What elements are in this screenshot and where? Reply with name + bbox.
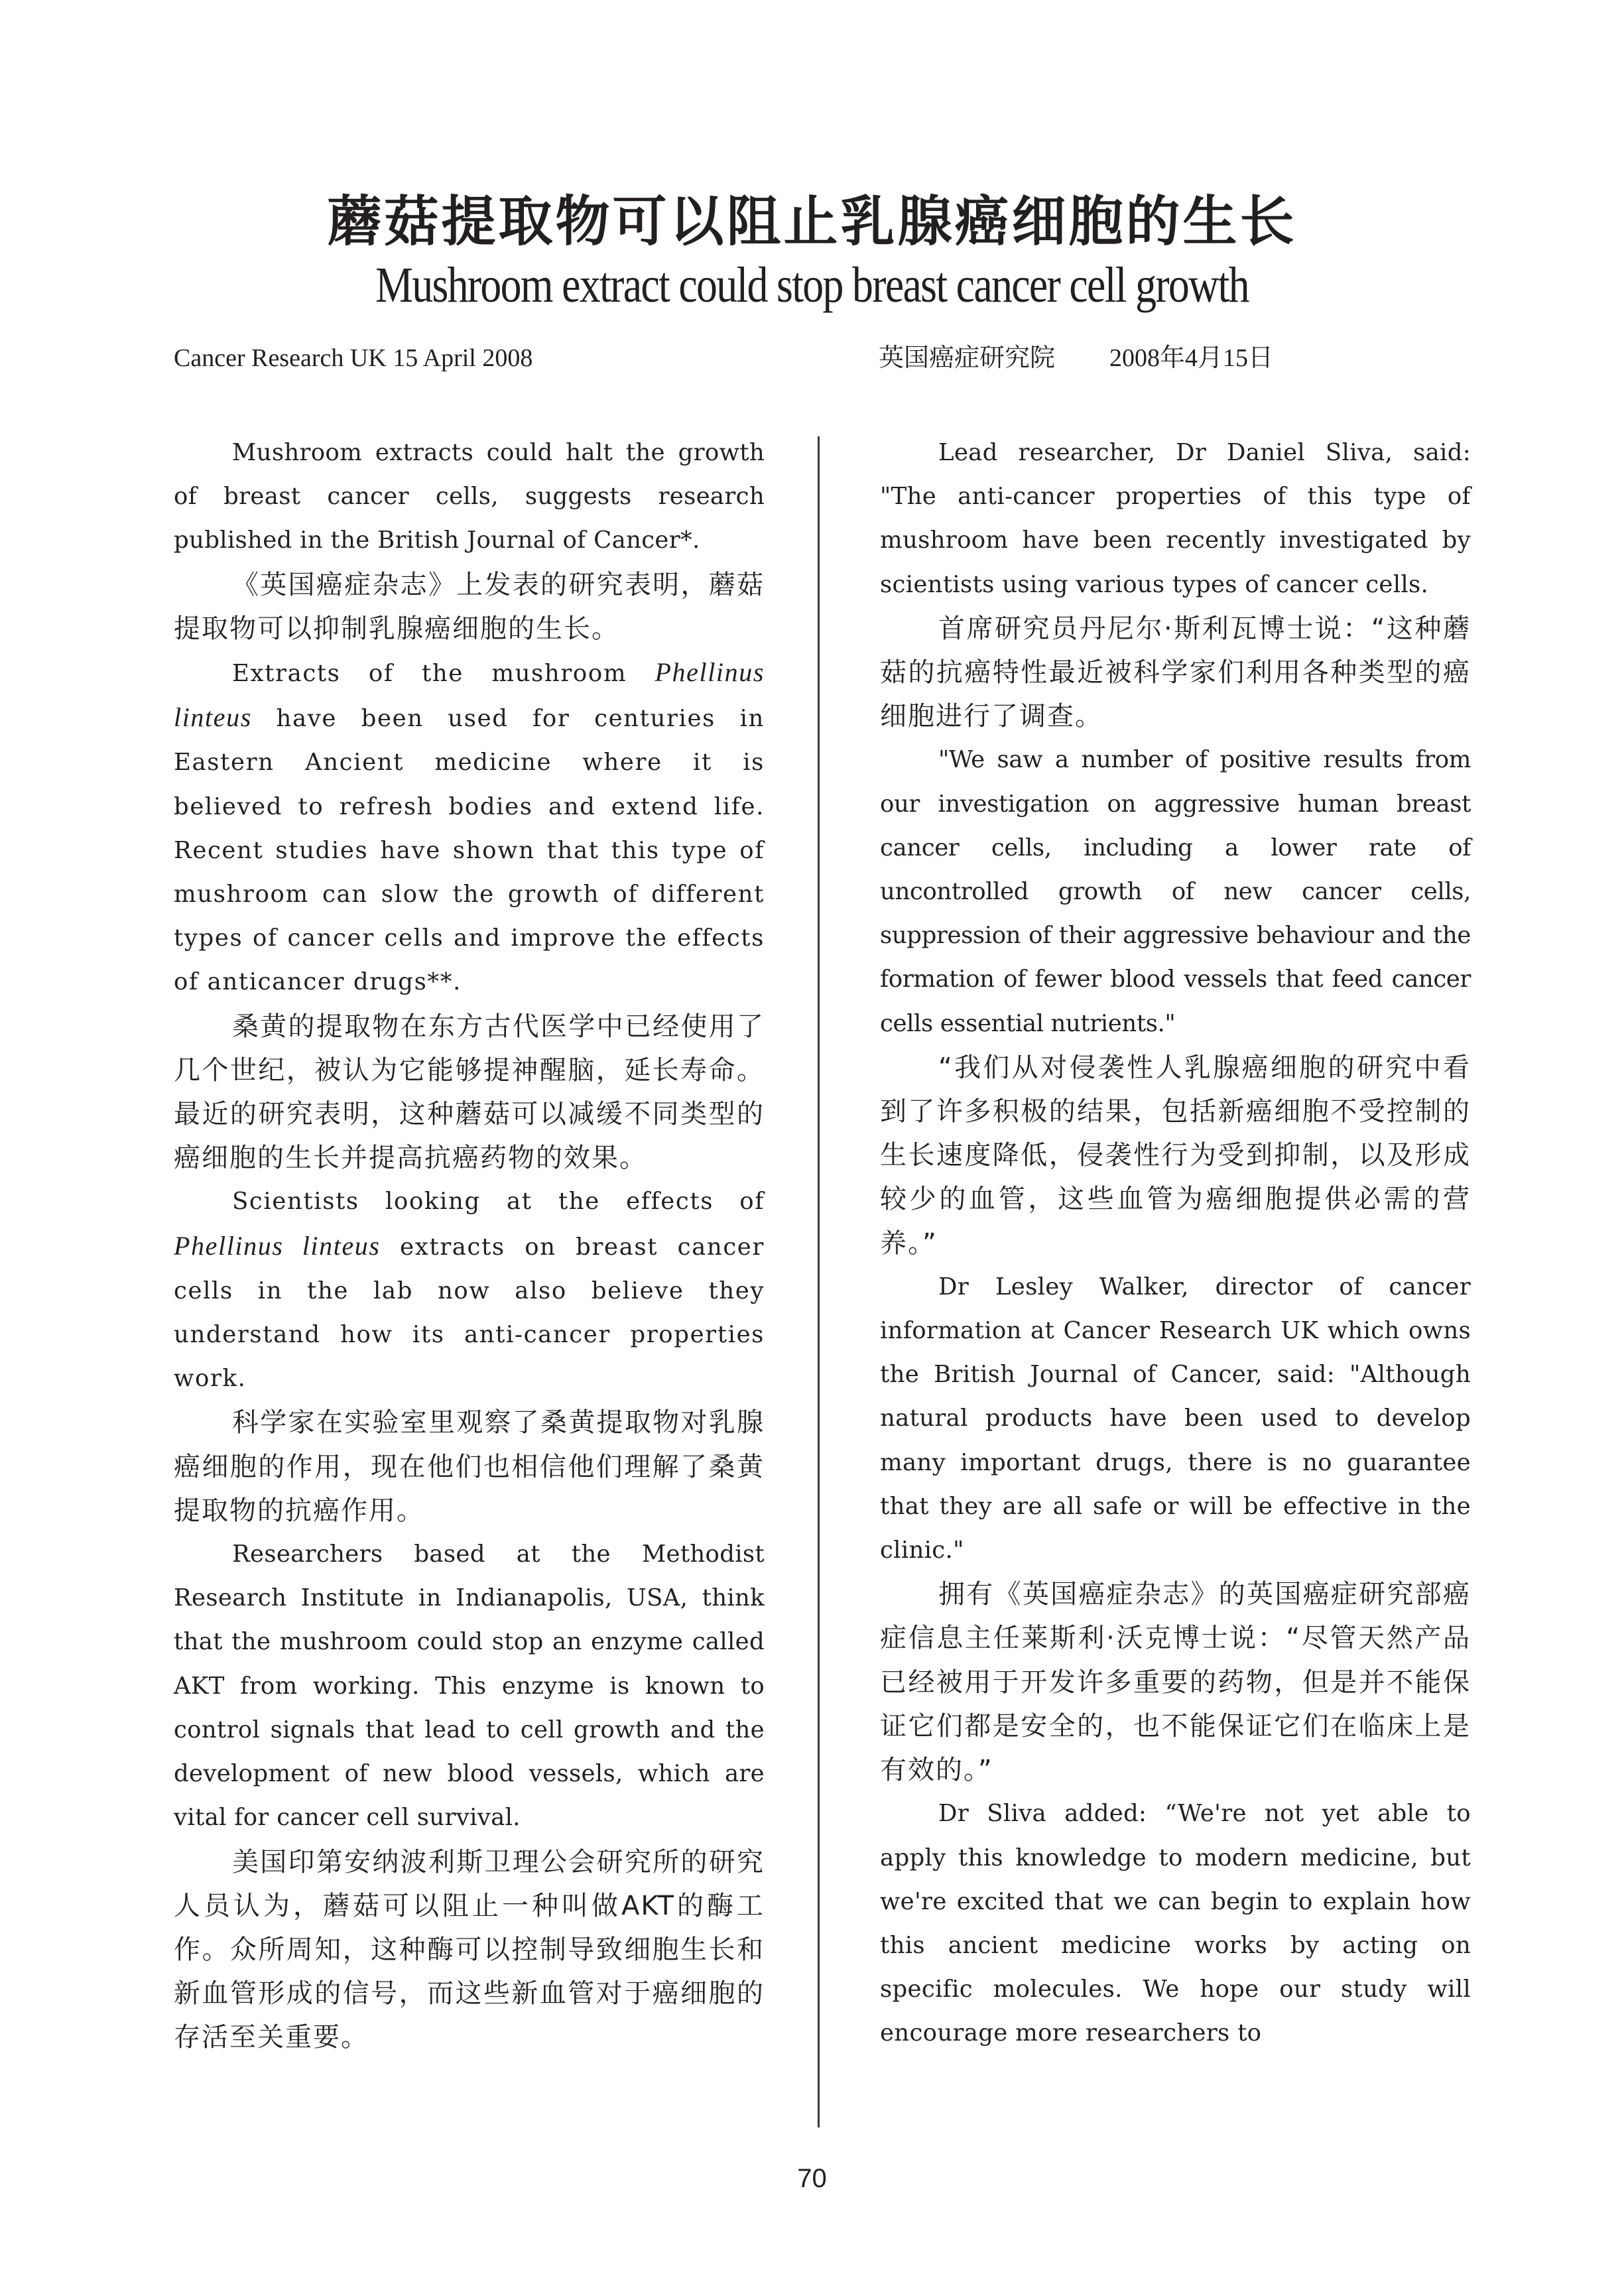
left-column: [174, 431, 765, 2060]
paragraph-zh: 拥有《英国癌症杂志》的英国癌症研究部癌症信息主任莱斯利·沃克博士说：“尽管天然产品已经被用于开发许多重要的药物，但是并不能保证它们都是安全的，也不能保证它们在临床上是有效的。”: [880, 1579, 1471, 1786]
paragraph-en: "We saw a number of positive results from our investigation on aggressive human breast cancer cells, including a lower rate of uncontrolled growth of new cancer cells, suppression of their aggressive behaviour and the formation of fewer blood vessels that feed cancer cells essential nutrients.": [880, 746, 1471, 1037]
paragraph-en: [174, 1180, 765, 1401]
title-chinese: 蘑菇提取物可以阻止乳腺癌细胞的生长: [327, 190, 1297, 253]
title-english: Mushroom extract could stop breast cancer cell growth: [375, 257, 1249, 313]
source-line-english: Cancer Research UK 15 April 2008: [174, 344, 533, 372]
paragraph-en: Mushroom extracts could halt the growth of breast cancer cells, suggests research published in the British Journal of Cancer*.: [174, 439, 765, 554]
column-divider: [818, 436, 820, 2127]
text-span: Scientists looking at the effects of: [232, 1188, 765, 1216]
paragraph-en: Researchers based at the Methodist Research Institute in Indianapolis, USA, think that the mushroom could stop an enzyme called AKT from working. This enzyme is known to control signals that lead to cell growth and the development of new blood vessels, which are vital for cancer cell survival.: [174, 1541, 765, 1832]
source-org-chinese: 英国癌症研究院: [879, 344, 1056, 372]
paragraph-zh: 桑黄的提取物在东方古代医学中已经使用了几个世纪，被认为它能够提神醒脑，延长寿命。最近的研究表明，这种蘑菇可以减缓不同类型的癌细胞的生长并提高抗癌药物的效果。: [174, 1011, 765, 1174]
source-line-chinese: [879, 338, 1273, 378]
text-span: have been used for centuries in Eastern Ancient medicine where it is believed to refresh bodies and extend life. Recent studies have shown that this type of mushroom can slow the growth of different types of cancer cells and improve the effects of anticancer drugs**.: [174, 705, 765, 996]
paragraph-zh: 首席研究员丹尼尔·斯利瓦博士说：“这种蘑菇的抗癌特性最近被科学家们利用各种类型的癌细胞进行了调查。: [880, 613, 1471, 732]
right-column: [880, 431, 1471, 2056]
paragraph-en: [174, 651, 765, 1005]
paragraph-zh: 美国印第安纳波利斯卫理公会研究所的研究人员认为，蘑菇可以阻止一种叫做AKT的酶工作。众所周知，这种酶可以控制导致细胞生长和新血管形成的信号，而这些新血管对于癌细胞的存活至关重要。: [174, 1846, 765, 2053]
text-span: Extracts of the mushroom: [232, 660, 655, 688]
text-span: extracts on breast cancer cells in the lab now also believe they understand how its anti-cancer properties work.: [174, 1233, 765, 1393]
paragraph-zh: 《英国癌症杂志》上发表的研究表明，蘑菇提取物可以抑制乳腺癌细胞的生长。: [174, 569, 765, 644]
paragraph-en: Lead researcher, Dr Daniel Sliva, said: "The anti-cancer properties of this type of mushroom have been recently investigated by scientists using various types of cancer cells.: [880, 439, 1471, 598]
species-name-italic: Phellinus linteus: [174, 657, 765, 733]
paragraph-en: Dr Sliva added: “We're not yet able to apply this knowledge to modern medicine, but we're excited that we can begin to explain how this ancient medicine works by acting on specific molecules. We hope our study will encourage more researchers to: [880, 1800, 1471, 2047]
paragraph-zh: “我们从对侵袭性人乳腺癌细胞的研究中看到了许多积极的结果，包括新癌细胞不受控制的生长速度降低，侵袭性行为受到抑制，以及形成较少的血管，这些血管为癌细胞提供必需的营养。”: [880, 1052, 1471, 1259]
paragraph-en: Dr Lesley Walker, director of cancer information at Cancer Research UK which owns the British Journal of Cancer, said: "Although natural products have been used to develop many important drugs, there is no guarantee that they are all safe or will be effective in the clinic.": [880, 1273, 1471, 1564]
source-date-chinese: 2008年4月15日: [1109, 344, 1274, 372]
species-name-italic: Phellinus linteus: [174, 1230, 381, 1261]
page-number: 70: [797, 2164, 827, 2193]
paragraph-zh: 科学家在实验室里观察了桑黄提取物对乳腺癌细胞的作用，现在他们也相信他们理解了桑黄提取物的抗癌作用。: [174, 1407, 765, 1526]
